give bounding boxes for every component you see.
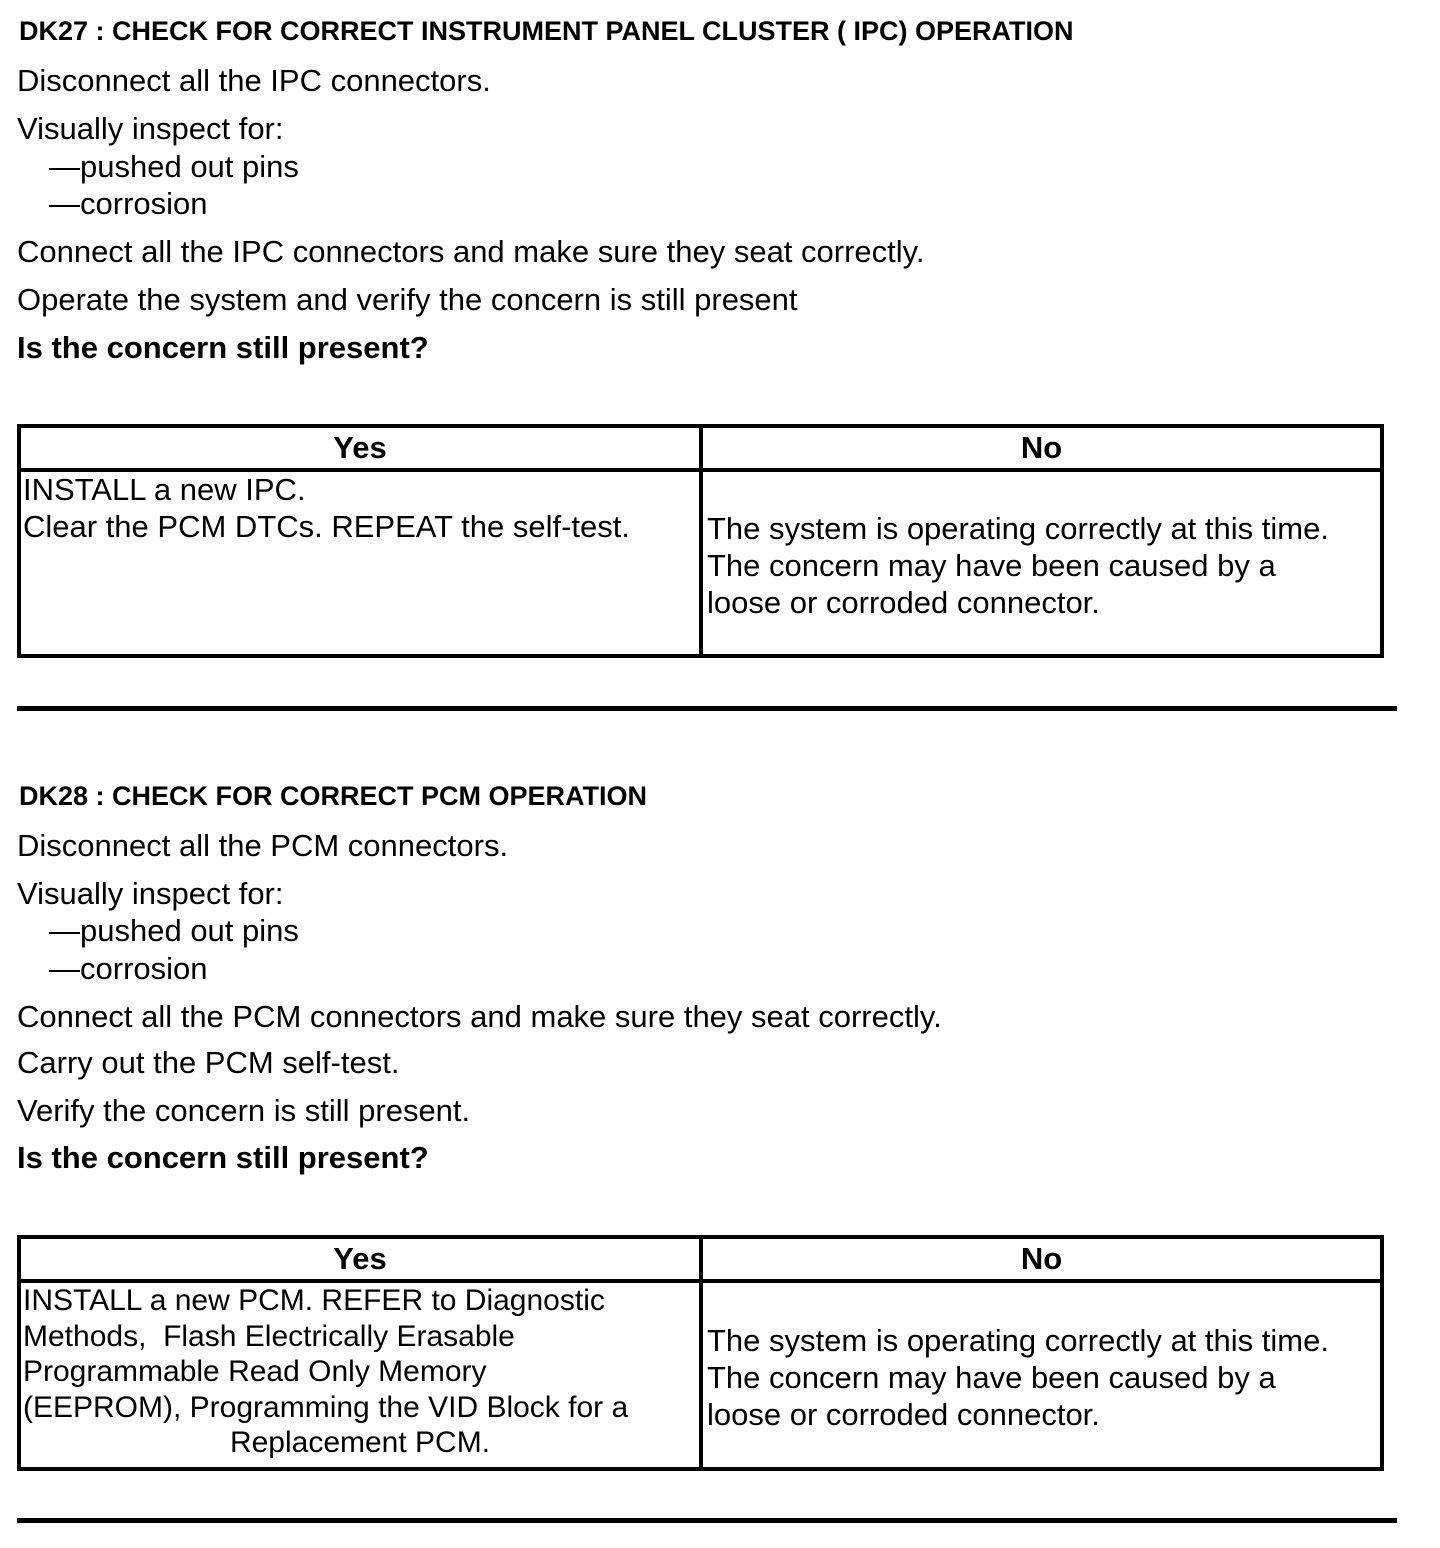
inspect-item: —pushed out pins <box>49 913 299 948</box>
yes-cell <box>23 1283 697 1461</box>
step-text: Disconnect all the IPC connectors. <box>17 63 491 98</box>
yes-cell-line: (EEPROM), Programming the VID Block for a <box>23 1390 629 1424</box>
no-cell-line: loose or corroded connector. <box>707 585 1100 620</box>
no-cell-line: The system is operating correctly at this time. <box>707 511 1329 546</box>
yes-cell-line: INSTALL a new IPC. <box>23 472 306 507</box>
yes-cell-line: Programmable Read Only Memory <box>23 1355 487 1388</box>
inspect-item: —corrosion <box>49 186 208 221</box>
question-text: Is the concern still present? <box>17 1140 429 1175</box>
step-text: Carry out the PCM self-test. <box>17 1045 400 1080</box>
yes-cell-line: Replacement PCM. <box>229 1426 491 1459</box>
no-cell <box>707 1322 1329 1433</box>
question-text: Is the concern still present? <box>17 330 429 365</box>
inspect-item: —corrosion <box>49 951 208 986</box>
no-cell-line: loose or corroded connector. <box>707 1397 1100 1432</box>
yes-no-table <box>17 1235 1384 1471</box>
inspect-item: —pushed out pins <box>49 149 299 184</box>
no-cell-line: The system is operating correctly at this time. <box>707 1323 1329 1358</box>
yes-cell-line: Clear the PCM DTCs. REPEAT the self-test. <box>23 509 630 544</box>
yes-column-header: Yes <box>333 1241 387 1276</box>
no-column-header: No <box>1020 1241 1063 1276</box>
section-heading: DK27 : CHECK FOR CORRECT INSTRUMENT PANEL CLUSTER ( IPC) OPERATION <box>19 16 1074 46</box>
no-column-header: No <box>1020 430 1063 465</box>
yes-cell-line: INSTALL a new PCM. REFER to Diagnostic <box>23 1284 605 1317</box>
no-cell-line: The concern may have been caused by a <box>707 1360 1276 1395</box>
section-divider <box>17 1518 1397 1523</box>
step-text: Visually inspect for: <box>17 876 284 911</box>
step-text: Verify the concern is still present. <box>17 1093 471 1128</box>
step-text: Connect all the PCM connectors and make sure they seat correctly. <box>17 999 942 1034</box>
section-heading: DK28 : CHECK FOR CORRECT PCM OPERATION <box>19 781 648 811</box>
step-text: Visually inspect for: <box>17 111 284 146</box>
no-cell-line: The concern may have been caused by a <box>707 548 1276 583</box>
step-text: Operate the system and verify the concern is still present <box>17 282 798 317</box>
step-text: Disconnect all the PCM connectors. <box>17 828 509 863</box>
step-text: Connect all the IPC connectors and make sure they seat correctly. <box>17 234 925 269</box>
yes-column-header: Yes <box>333 430 387 465</box>
yes-cell-line: Methods, Flash Electrically Erasable <box>23 1319 515 1353</box>
section-dk28 <box>17 0 1397 1548</box>
